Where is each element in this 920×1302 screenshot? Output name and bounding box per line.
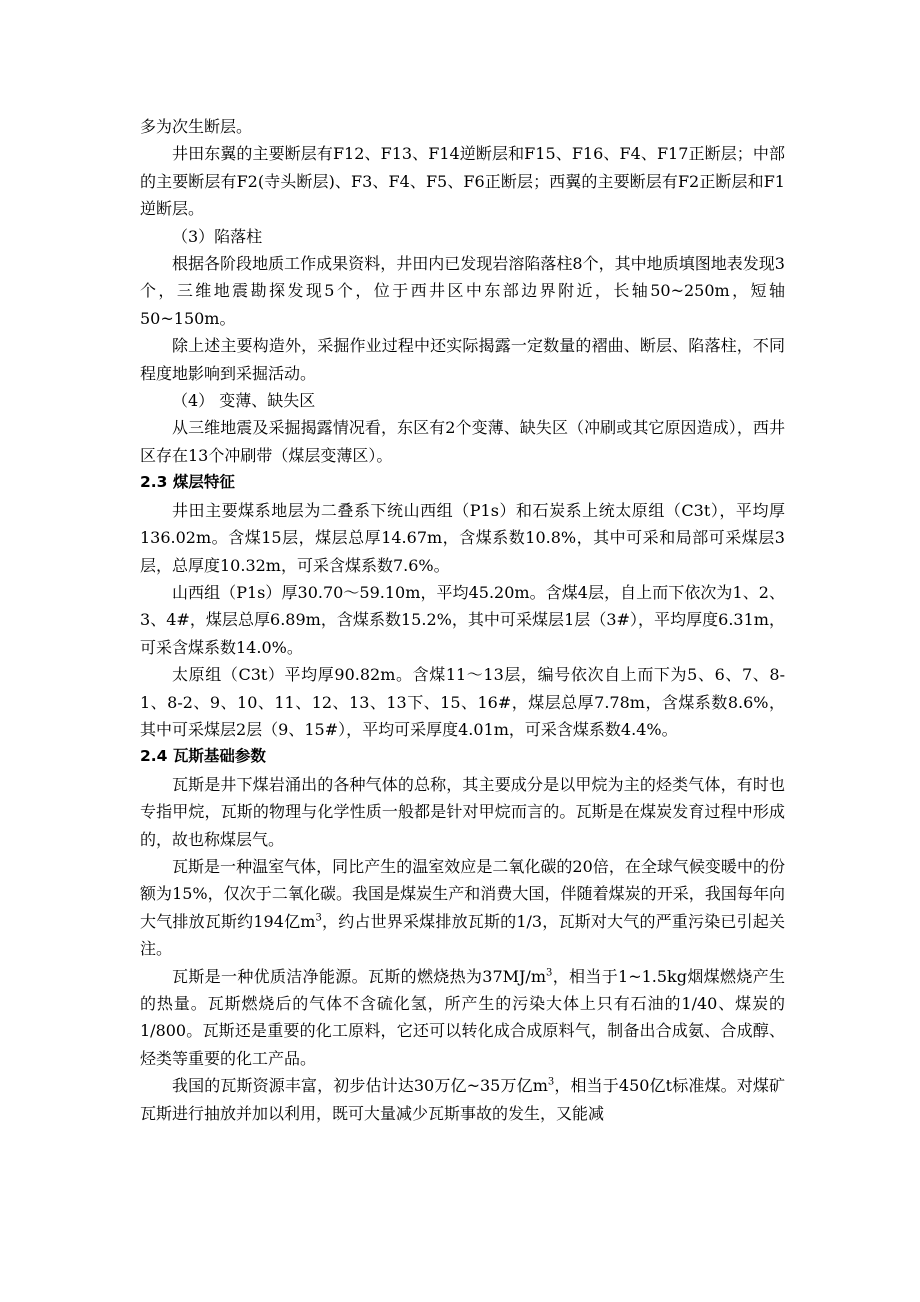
paragraph-coal-strata: 井田主要煤系地层为二叠系下统山西组（P1s）和石炭系上统太原组（C3t），平均厚136.02m。含煤15层，煤层总厚14.67m，含煤系数10.8%，其中可采和局部可采煤层3层，总厚度10.32m，可采含煤系数7.6%。 — [140, 500, 785, 575]
text-run: ，约占世界采煤排放瓦斯的1/3，瓦斯对大气的严重污染已引起关注。 — [140, 911, 785, 959]
paragraph-collapse-column: 根据各阶段地质工作成果资料，井田内已发现岩溶陷落柱8个，其中地质填图地表发现3个，三维地震勘探发现5个，位于西井区中东部边界附近，长轴50~250m，短轴50~150m。 — [140, 254, 785, 328]
subheading-collapse-column: （3）陷落柱 — [172, 226, 263, 246]
paragraph-taiyuan-formation: 太原组（C3t）平均厚90.82m。含煤11～13层，编号依次自上而下为5、6、7、8-1、8-2、9、10、11、12、13、13下、15、16#，煤层总厚7.78m，含煤系数8.6%，其中可采煤层2层（9、15#），平均可采厚度4.01m，可采含煤系数4.4%。 — [140, 665, 785, 739]
superscript: 3 — [546, 967, 553, 979]
section-heading-coal-seam: 2.3 煤层特征 — [140, 473, 235, 492]
paragraph-faults-main: 井田东翼的主要断层有F12、F13、F14逆断层和F15、F16、F4、F17正断层；中部的主要断层有F2(寺头断层)、F3、F4、F5、F6正断层；西翼的主要断层有F2正断层和F1逆断层。 — [140, 144, 785, 219]
paragraph-thinning-zone: 从三维地震及采掘揭露情况看，东区有2个变薄、缺失区（冲刷或其它原因造成），西井区存在13个冲刷带（煤层变薄区）。 — [140, 418, 785, 465]
paragraph-gas-resources — [140, 1072, 785, 1127]
paragraph-other-structures: 除上述主要构造外，采掘作业过程中还实际揭露一定数量的褶曲、断层、陷落柱，不同程度地影响到采掘活动。 — [140, 336, 785, 383]
superscript: 3 — [315, 912, 322, 924]
section-heading-gas-parameters: 2.4 瓦斯基础参数 — [140, 747, 266, 766]
document-body — [140, 113, 785, 1127]
subheading-thinning-zone: （4） 变薄、缺失区 — [172, 391, 316, 411]
superscript: 3 — [547, 1076, 555, 1088]
paragraph-gas-greenhouse — [140, 853, 785, 963]
text-run: 瓦斯是一种温室气体，同比产生的温室效应是二氧化碳的20倍，在全球气候变暖中的份额为15%，仅次于二氧化碳。我国是煤炭生产和消费大国，伴随着煤炭的开采，我国每年向大气排放瓦斯约194亿m — [140, 856, 785, 931]
paragraph-gas-energy — [140, 963, 785, 1073]
text-run: 瓦斯是一种优质洁净能源。瓦斯的燃烧热为37MJ/m — [172, 966, 546, 986]
paragraph-shanxi-formation: 山西组（P1s）厚30.70～59.10m，平均45.20m。含煤4层，自上而下依次为1、2、3、4#，煤层总厚6.89m，含煤系数15.2%，其中可采煤层1层（3#），平均厚度6.31m，可采含煤系数14.0%。 — [140, 582, 785, 657]
text-run: ，相当于1~1.5kg烟煤燃烧产生的热量。瓦斯燃烧后的气体不含硫化氢，所产生的污染大体上只有石油的1/40、煤炭的1/800。瓦斯还是重要的化工原料，它还可以转化成合成原料气，制备出合成氨、合成醇、烃类等重要的化工产品。 — [140, 966, 785, 1068]
paragraph-gas-definition: 瓦斯是井下煤岩涌出的各种气体的总称，其主要成分是以甲烷为主的烃类气体，有时也专指甲烷，瓦斯的物理与化学性质一般都是针对甲烷而言的。瓦斯是在煤炭发育过程中形成的，故也称煤层气。 — [140, 774, 785, 849]
paragraph-faults-secondary: 多为次生断层。 — [140, 117, 253, 136]
text-run: ，相当于450亿t标准煤。对煤矿瓦斯进行抽放并加以利用，既可大量减少瓦斯事故的发生，又能减 — [140, 1076, 785, 1123]
text-run: 我国的瓦斯资源丰富，初步估计达30万亿~35万亿m — [172, 1076, 548, 1096]
